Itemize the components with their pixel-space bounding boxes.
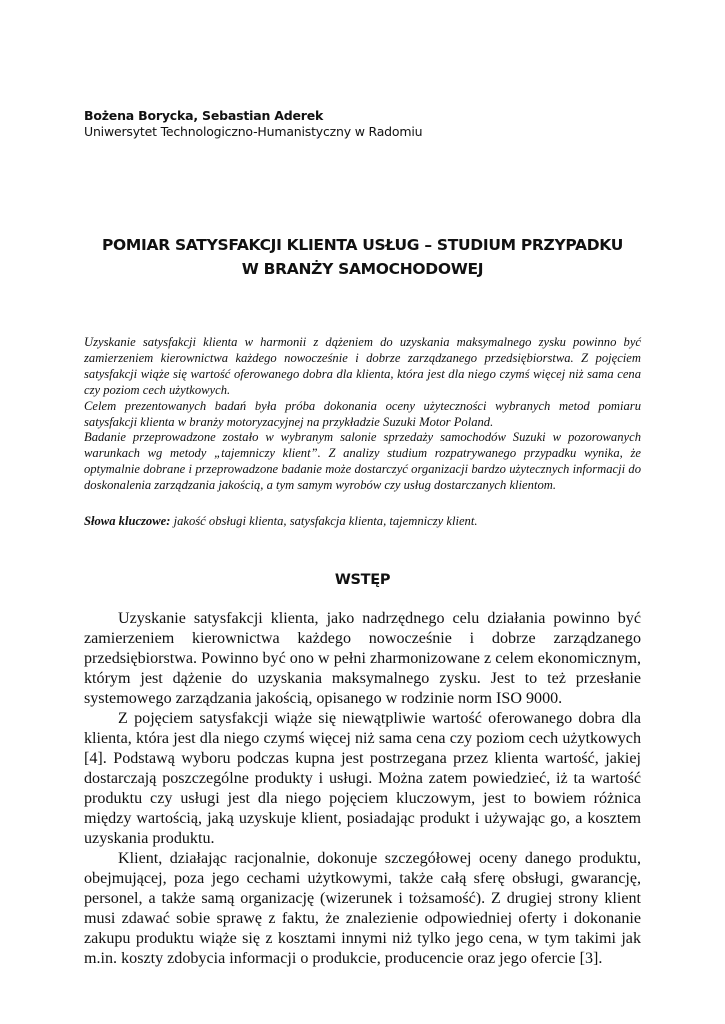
keywords-list: jakość obsługi klienta, satysfakcja klienta, tajemniczy klient. [170, 514, 478, 528]
keywords [84, 514, 641, 529]
body-paragraph: Klient, działając racjonalnie, dokonuje szczegółowej oceny danego produktu, obejmującej, poza jego cechami użytkowymi, także całą sferę obsługi, gwarancję, personel, a także samą organizację (wizerunek i tożsamość). Z drugiej strony klient musi zdawać sobie sprawę z faktu, że znalezienie odpowiedniej oferty i dokonanie zakupu produktu wiąże się z kosztami innymi niż tylko jego cena, w tym takimi jak m.in. koszty zdobycia informacji o produkcie, producencie oraz jego ofercie [3]. [84, 850, 641, 967]
body-paragraph: Uzyskanie satysfakcji klienta, jako nadrzędnego celu działania powinno być zamierzeniem kierownictwa każdego nowocześnie i dobrze zarządzanego przedsiębiorstwa. Powinno być ono w pełni zharmonizowane z celem ekonomicznym, którym jest dążenie do uzyskania maksymalnego zysku. Jest to też przesłanie systemowego zarządzania jakością, opisanego w rodzinie norm ISO 9000. [84, 610, 641, 707]
abstract-paragraph: Uzyskanie satysfakcji klienta w harmonii z dążeniem do uzyskania maksymalnego zysku powinno być zamierzeniem kierownictwa każdego nowocześnie i dobrze zarządzanego przedsiębiorstwa. Z pojęciem satysfakcji wiąże się wartość oferowanego dobra dla klienta, która jest dla niego czymś więcej niż sama cena czy poziom cech użytkowych. [84, 335, 641, 397]
body-paragraph: Z pojęciem satysfakcji wiąże się niewątpliwie wartość oferowanego dobra dla klienta, która jest dla niego czymś więcej niż sama cena czy poziom cech użytkowych [4]. Podstawą wyboru podczas kupna jest postrzegana przez klienta wartość, jakiej dostarczają poszczególne produkty i usługi. Można zatem powiedzieć, iż ta wartość produktu czy usługi jest dla niego pojęciem kluczowym, jest to bowiem różnica między wartością, jaką uzyskuje klient, posiadając produkt i używając go, a kosztem uzyskania produktu. [84, 710, 641, 847]
section-heading: WSTĘP [334, 572, 391, 588]
authors: Bożena Borycka, Sebastian Aderek [84, 108, 324, 123]
section-body [84, 609, 641, 969]
affiliation: Uniwersytet Technologiczno-Humanistyczny w Radomiu [84, 124, 423, 139]
abstract-paragraph: Badanie przeprowadzone zostało w wybranym salonie sprzedaży samochodów Suzuki w pozorowanych warunkach wg metody „tajemniczy klient”. Z analizy studium rozpatrywanego przypadku wynika, że optymalnie dobrane i przeprowadzone badanie może dostarczyć organizacji bardzo użytecznych informacji do doskonalenia zarządzania jakością, a tym samym wyrobów czy usług dostarczanych klientom. [84, 430, 641, 493]
keywords-label: Słowa kluczowe: [84, 514, 171, 528]
paper-title-line-2: W BRANŻY SAMOCHODOWEJ [241, 260, 484, 278]
abstract-paragraph: Celem prezentowanych badań była próba dokonania oceny użyteczności wybranych metod pomiaru satysfakcji klienta w branży motoryzacyjnej na przykładzie Suzuki Motor Poland. [84, 398, 641, 429]
abstract [84, 335, 641, 494]
paper-title-line-1: POMIAR SATYSFAKCJI KLIENTA USŁUG – STUDIUM PRZYPADKU [101, 236, 624, 254]
